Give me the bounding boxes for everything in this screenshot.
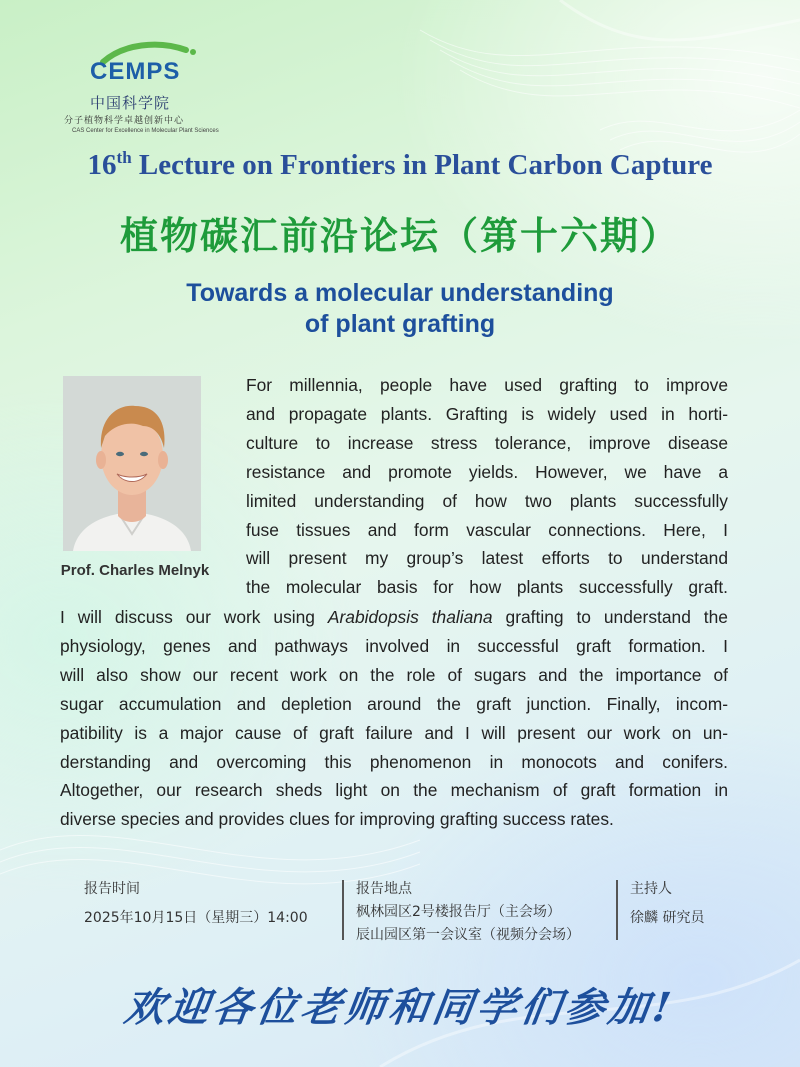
speaker-portrait-image (63, 376, 201, 551)
welcome-message: 欢迎各位老师和同学们参加! (121, 984, 678, 1031)
talk-title-line2: of plant grafting (304, 310, 496, 338)
abstract-line: derstanding and overcoming this phenomenon in monocots and conifers. (60, 751, 728, 772)
abstract-line: fuse tissues and form vascular connections. Here, I (246, 519, 728, 540)
abstract-line (60, 603, 728, 632)
abstract-line: patibility is a major cause of graft failure and I will present our work on un- (60, 722, 728, 743)
time-label: 报告时间 (84, 881, 140, 897)
abstract-line: limited understanding of how two plants successfully (246, 490, 728, 511)
host-value: 徐麟 研究员 (630, 910, 705, 926)
species-name: Arabidopsis thaliana (327, 607, 493, 627)
host-block (630, 878, 760, 930)
abstract-text: grafting to understand the (492, 607, 728, 627)
speaker-name: Prof. Charles Melnyk (60, 562, 210, 579)
abstract-line: and propagate plants. Grafting is widely used in horti- (246, 403, 728, 424)
cemps-logo (60, 40, 220, 135)
abstract-line: sugar accumulation and depletion around the graft junction. Finally, incom- (60, 693, 728, 714)
talk-place-block (356, 878, 606, 947)
speaker-photo (63, 376, 201, 551)
talk-time-block (84, 878, 334, 930)
abstract-continued (60, 603, 728, 834)
info-divider (616, 880, 618, 940)
abstract-line: diverse species and provides clues for improving grafting success rates. (60, 809, 614, 830)
lecture-series-title-en (0, 148, 800, 182)
abstract-line: For millennia, people have used grafting to improve (246, 375, 728, 395)
abstract-line: culture to increase stress tolerance, improve disease (246, 432, 728, 453)
abstract-line: physiology, genes and pathways involved in successful graft formation. I (60, 635, 728, 656)
place-label: 报告地点 (356, 881, 412, 897)
abstract-line: will present my group’s latest efforts to understand (246, 548, 728, 569)
logo-center-en: CAS Center for Excellence in Molecular Plant Sciences (72, 128, 219, 134)
logo-center-cn: 分子植物科学卓越创新中心 (64, 116, 185, 126)
info-divider (342, 880, 344, 940)
abstract-line: will also show our recent work on the role of sugars and the importance of (60, 664, 728, 685)
logo-org-cn: 中国科学院 (90, 94, 171, 112)
abstract-text: I will discuss our work using (60, 607, 328, 627)
abstract-line: resistance and promote yields. However, we have a (246, 461, 728, 482)
abstract-line: Altogether, our research sheds light on the mechanism of graft formation in (60, 780, 728, 801)
title-ordinal-suffix: th (116, 148, 132, 167)
host-label: 主持人 (630, 881, 672, 897)
talk-title-line1: Towards a molecular understanding (186, 279, 614, 307)
abstract-line: the molecular basis for how plants successfully graft. (246, 577, 728, 598)
talk-title (0, 278, 800, 340)
title-rest: Lecture on Frontiers in Plant Carbon Capture (131, 149, 713, 181)
time-value: 2025年10月15日（星期三）14:00 (84, 910, 308, 926)
title-number: 16 (87, 149, 117, 181)
place-branch: 辰山园区第一会议室（视频分会场） (356, 927, 580, 943)
abstract-intro (246, 371, 728, 602)
lecture-series-title-cn: 植物碳汇前沿论坛（第十六期） (119, 214, 680, 258)
logo-abbr: CEMPS (90, 58, 181, 85)
place-main: 枫林园区2号楼报告厅（主会场） (356, 904, 561, 920)
